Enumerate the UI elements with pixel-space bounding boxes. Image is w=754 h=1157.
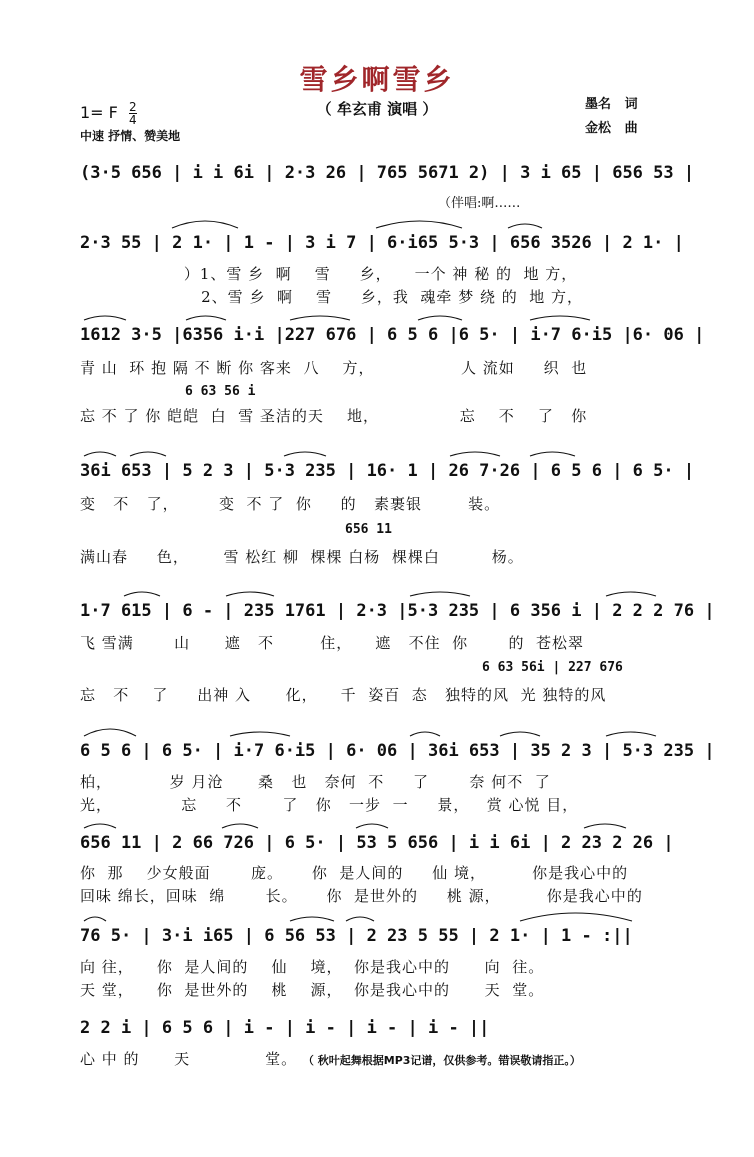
- tempo-marking: 中速 抒情、赞美地: [80, 129, 181, 143]
- lyric-row-8-verse-1: 向 往， 你 是人间的 仙 境， 你是我心中的 向 往。: [80, 958, 545, 976]
- lyric-row-6-verse-1: 柏， 岁 月沧 桑 也 奈何 不 了 奈 何不 了: [80, 773, 551, 791]
- lyric-row-2-verse-2: 2、雪 乡 啊 雪 乡，我 魂牵 梦 绕 的 地 方，: [80, 288, 584, 306]
- slur-arc: [530, 452, 575, 456]
- notation-row-1: (3·5 656 | i i 6i | 2·3 26 | 765 5671 2) | 3 i 65 | 656 53 |: [80, 163, 695, 183]
- notation-row-2: 2·3 55 | 2 1· | 1 - | 3 i 7 | 6·i65 5·3 | 656 3526 | 2 1· |: [80, 233, 684, 253]
- slur-arc: [346, 917, 374, 921]
- slur-arc: [606, 732, 656, 736]
- lyric-row-9-text: 心 中 的 天 堂。: [80, 1050, 298, 1068]
- key-label: 1= F: [80, 103, 118, 122]
- slur-arc: [376, 221, 462, 228]
- slur-arc: [508, 224, 542, 228]
- lyric-row-7-verse-2: 回味 绵长，回味 绵 长。 你 是世外的 桃 源， 你是我心中的: [80, 887, 643, 905]
- notation-row-5: 1·7 615 | 6 - | 235 1761 | 2·3 |5·3 235 | 6 356 i | 2 2 2 76 |: [80, 601, 715, 621]
- alt-notation-row-3: 6 63 56 i: [185, 384, 256, 399]
- slur-arc: [606, 592, 656, 596]
- slur-arc: [500, 732, 540, 736]
- slur-arc: [530, 316, 590, 320]
- transcription-footnote: （ 秋叶起舞根据MP3记谱，仅供参考。错误敬请指正。）: [302, 1054, 581, 1067]
- lyric-row-4-verse-2: 满山春 色， 雪 松红 柳 棵棵 白杨 棵棵白 杨。: [80, 548, 524, 566]
- lyric-row-7-verse-1: 你 那 少女般面 庞。 你 是人间的 仙 境， 你是我心中的: [80, 864, 629, 882]
- slur-arc: [290, 917, 334, 921]
- lyricist-credit: 墨名 词: [585, 97, 638, 112]
- key-signature: [80, 101, 137, 126]
- slur-arc: [84, 316, 126, 320]
- composer-credit: 金松 曲: [585, 121, 638, 136]
- lyric-row-6-verse-2: 光， 忘 不 了 你 一步 一 景， 赏 心悦 目，: [80, 796, 579, 814]
- slur-arc: [230, 732, 290, 736]
- slur-arc: [186, 316, 226, 320]
- lyric-row-5-verse-2: 忘 不 了 出神 入 化， 千 姿百 态 独特的风 光 独特的风: [80, 686, 607, 704]
- singer-credit: （ 牟玄甫 演唱 ）: [316, 100, 438, 118]
- slur-arc: [284, 452, 326, 456]
- lyric-row-2-verse-1: ）1、雪 乡 啊 雪 乡， 一个 神 秘 的 地 方，: [80, 265, 578, 283]
- lyric-row-3-verse-1: 青 山 环 抱 隔 不 断 你 客来 八 方， 人 流如 织 也: [80, 359, 588, 377]
- lyric-row-3-verse-2: 忘 不 了 你 皑皑 白 雪 圣洁的天 地， 忘 不 了 你: [80, 407, 588, 425]
- slur-arc: [222, 824, 258, 828]
- alt-notation-row-5: 6 63 56i | 227 676: [482, 660, 623, 675]
- slur-arc: [410, 732, 440, 736]
- lyric-row-9: [80, 1048, 581, 1069]
- slur-arc: [226, 592, 274, 596]
- slur-arc: [290, 316, 350, 320]
- notation-row-4: 36i 653 | 5 2 3 | 5·3 235 | 16· 1 | 26 7·26 | 6 5 6 | 6 5· |: [80, 461, 695, 481]
- lyric-row-5-verse-1: 飞 雪满 山 遮 不 住， 遮 不住 你 的 苍松翠: [80, 634, 585, 652]
- chorus-lyric: （伴唱:啊……: [438, 196, 521, 211]
- time-top: 2: [128, 100, 137, 114]
- slur-arc: [124, 592, 160, 596]
- slur-arc: [84, 824, 116, 828]
- notation-row-6: 6 5 6 | 6 5· | i·7 6·i5 | 6· 06 | 36i 653 | 35 2 3 | 5·3 235 |: [80, 741, 715, 761]
- notation-row-8: 76 5· | 3·i i65 | 6 56 53 | 2 23 5 55 | 2 1· | 1 - :||: [80, 926, 633, 946]
- credits: [585, 93, 638, 141]
- slur-arc: [356, 824, 388, 828]
- alt-notation-row-4: 656 11: [345, 522, 392, 537]
- slur-arc: [450, 452, 500, 456]
- notation-row-9: 2 2 i | 6 5 6 | i - | i - | i - | i - ||: [80, 1018, 490, 1038]
- slur-arc: [172, 221, 238, 228]
- song-title: 雪乡啊雪乡: [299, 63, 455, 96]
- time-bottom: 4: [128, 113, 137, 127]
- slur-arc: [520, 913, 632, 921]
- lyric-row-4-verse-1: 变 不 了， 变 不 了 你 的 素裹银 装。: [80, 495, 501, 513]
- notation-row-3: 1612 3·5 |6356 i·i |227 676 | 6 5 6 |6 5· | i·7 6·i5 |6· 06 |: [80, 325, 705, 345]
- notation-row-7: 656 11 | 2 66 726 | 6 5· | 53 5 656 | i i 6i | 2 23 2 26 |: [80, 833, 674, 853]
- lyric-row-8-verse-2: 天 堂， 你 是世外的 桃 源， 你是我心中的 天 堂。: [80, 981, 545, 999]
- slur-arc: [84, 729, 136, 736]
- slur-arc: [410, 592, 470, 596]
- slur-arc: [130, 452, 166, 456]
- slur-arc: [584, 824, 626, 828]
- time-signature: [129, 101, 137, 126]
- slur-arc: [84, 917, 106, 921]
- slur-arc: [418, 316, 462, 320]
- slur-arc: [84, 452, 116, 456]
